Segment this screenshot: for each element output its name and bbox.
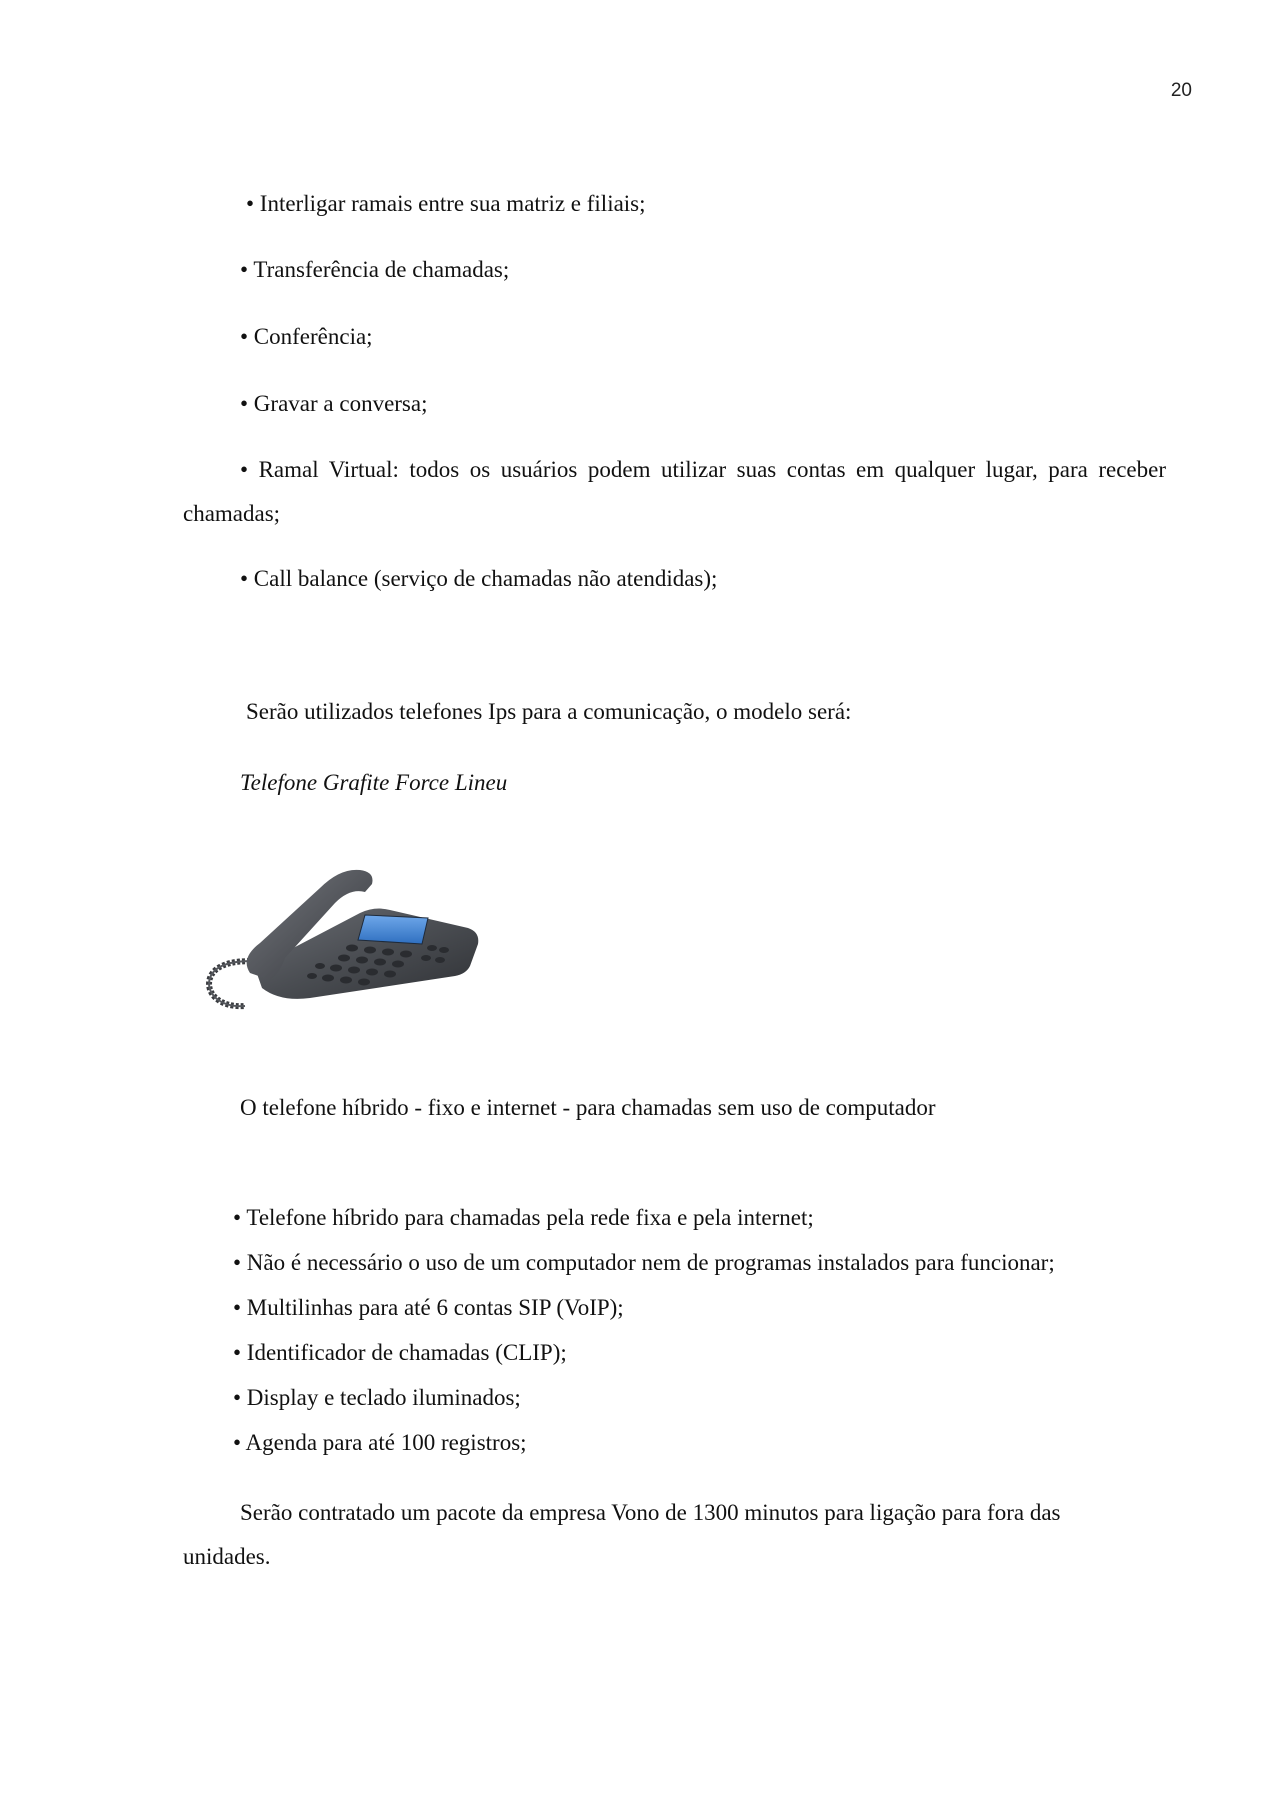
list-item: • Interligar ramais entre sua matriz e filiais; [246, 191, 646, 216]
hybrid-description: O telefone híbrido - fixo e internet - para chamadas sem uso de computador [240, 1095, 936, 1120]
list-item: • Transferência de chamadas; [240, 257, 510, 282]
ip-desk-phone-icon [200, 848, 490, 1018]
page-number: 20 [1170, 80, 1192, 101]
list-item: • Display e teclado iluminados; [233, 1385, 521, 1410]
ramal-virtual-item: • Ramal Virtual: todos os usuários podem utilizar suas contas em qualquer lugar, para receber chamadas; [183, 457, 1166, 526]
call-balance-item: • Call balance (serviço de chamadas não atendidas); [240, 566, 718, 591]
intro-phones-text: Serão utilizados telefones Ips para a comunicação, o modelo será: [246, 699, 852, 724]
list-item: • Não é necessário o uso de um computador nem de programas instalados para funcionar; [233, 1250, 1055, 1275]
list-item: • Conferência; [240, 324, 373, 349]
phone-figure [200, 848, 490, 1018]
list-item: • Gravar a conversa; [240, 391, 428, 416]
phone-model-title: Telefone Grafite Force Lineu [240, 770, 508, 795]
list-item: • Multilinhas para até 6 contas SIP (VoIP); [233, 1295, 624, 1320]
closing-paragraph: Serão contratado um pacote da empresa Vono de 1300 minutos para ligação para fora das unidades. [183, 1500, 1061, 1569]
list-item: • Telefone híbrido para chamadas pela rede fixa e pela internet; [233, 1205, 814, 1230]
list-item: • Identificador de chamadas (CLIP); [233, 1340, 567, 1365]
list-item: • Agenda para até 100 registros; [233, 1430, 527, 1455]
